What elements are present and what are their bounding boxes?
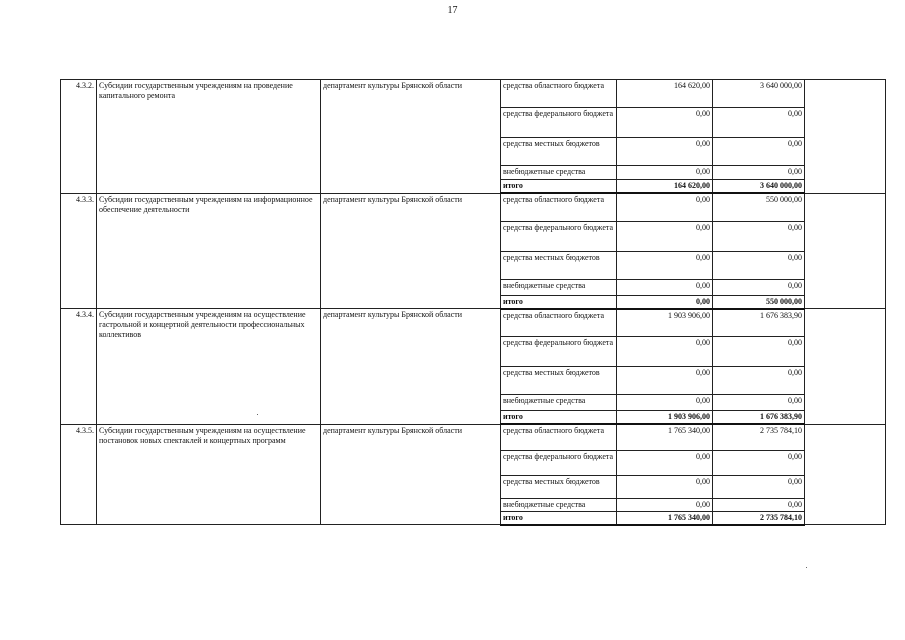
amount-value: 0,00 (713, 108, 805, 138)
amount-value: 0,00 (713, 251, 805, 279)
item-executor: департамент культуры Брянской области (321, 193, 501, 309)
page-number: 17 (447, 5, 458, 16)
amount-value: 3 640 000,00 (713, 80, 805, 108)
amount-value: 0,00 (713, 138, 805, 166)
item-title: Субсидии государственным учреждениям на осуществление гастрольной и концертной деятельности профессиональных коллективов (97, 309, 321, 425)
funding-source: средства местных бюджетов (501, 138, 617, 166)
scan-speck (257, 414, 258, 415)
funding-source: средства федерального бюджета (501, 450, 617, 475)
funding-source: итого (501, 511, 617, 525)
amount-value: 0,00 (617, 138, 713, 166)
amount-value: 1 903 906,00 (617, 411, 713, 425)
item-number: 4.3.2. (61, 80, 97, 194)
item-executor: департамент культуры Брянской области (321, 80, 501, 194)
funding-source: средства областного бюджета (501, 193, 617, 221)
amount-value: 0,00 (713, 475, 805, 498)
amount-value: 0,00 (713, 450, 805, 475)
item-executor: департамент культуры Брянской области (321, 309, 501, 425)
item-title: Субсидии государственным учреждениям на осуществление постановок новых спектаклей и концертных программ (97, 424, 321, 525)
empty-cell (805, 424, 886, 525)
funding-source: средства местных бюджетов (501, 367, 617, 395)
table-row (61, 193, 886, 221)
amount-value: 550 000,00 (713, 295, 805, 309)
funding-source: итого (501, 411, 617, 425)
amount-value: 164 620,00 (617, 80, 713, 108)
amount-value: 0,00 (713, 498, 805, 511)
empty-cell (805, 80, 886, 194)
amount-value: 0,00 (617, 337, 713, 367)
funding-source: средства местных бюджетов (501, 475, 617, 498)
amount-value: 0,00 (617, 193, 713, 221)
amount-value: 0,00 (713, 279, 805, 295)
table-row (61, 424, 886, 450)
amount-value: 0,00 (617, 251, 713, 279)
amount-value: 0,00 (617, 221, 713, 251)
amount-value: 0,00 (617, 395, 713, 411)
scan-speck (806, 567, 807, 568)
funding-source: средства областного бюджета (501, 80, 617, 108)
item-title: Субсидии государственным учреждениям на информационное обеспечение деятельности (97, 193, 321, 309)
item-executor: департамент культуры Брянской области (321, 424, 501, 525)
item-number: 4.3.5. (61, 424, 97, 525)
funding-source: итого (501, 295, 617, 309)
amount-value: 1 903 906,00 (617, 309, 713, 337)
item-number: 4.3.3. (61, 193, 97, 309)
amount-value: 1 676 383,90 (713, 309, 805, 337)
amount-value: 0,00 (617, 450, 713, 475)
table-row (61, 309, 886, 337)
amount-value: 164 620,00 (617, 180, 713, 194)
table-body (61, 80, 886, 525)
amount-value: 0,00 (617, 279, 713, 295)
amount-value: 550 000,00 (713, 193, 805, 221)
funding-source: внебюджетные средства (501, 395, 617, 411)
funding-source: внебюджетные средства (501, 279, 617, 295)
funding-source: внебюджетные средства (501, 166, 617, 180)
amount-value: 2 735 784,10 (713, 424, 805, 450)
funding-source: средства федерального бюджета (501, 221, 617, 251)
amount-value: 0,00 (617, 475, 713, 498)
amount-value: 0,00 (713, 367, 805, 395)
funding-source: средства областного бюджета (501, 309, 617, 337)
amount-value: 3 640 000,00 (713, 180, 805, 194)
amount-value: 2 735 784,10 (713, 511, 805, 525)
funding-source: средства федерального бюджета (501, 108, 617, 138)
amount-value: 0,00 (713, 221, 805, 251)
amount-value: 0,00 (617, 108, 713, 138)
funding-source: внебюджетные средства (501, 498, 617, 511)
funding-source: средства местных бюджетов (501, 251, 617, 279)
funding-source: итого (501, 180, 617, 194)
amount-value: 0,00 (713, 166, 805, 180)
amount-value: 0,00 (617, 295, 713, 309)
table-row (61, 80, 886, 108)
empty-cell (805, 193, 886, 309)
amount-value: 0,00 (617, 166, 713, 180)
amount-value: 0,00 (617, 498, 713, 511)
amount-value: 1 676 383,90 (713, 411, 805, 425)
amount-value: 0,00 (713, 395, 805, 411)
budget-table (60, 79, 886, 526)
amount-value: 0,00 (713, 337, 805, 367)
funding-source: средства областного бюджета (501, 424, 617, 450)
amount-value: 0,00 (617, 367, 713, 395)
item-title: Субсидии государственным учреждениям на проведение капитального ремонта (97, 80, 321, 194)
funding-source: средства федерального бюджета (501, 337, 617, 367)
item-number: 4.3.4. (61, 309, 97, 425)
amount-value: 1 765 340,00 (617, 511, 713, 525)
empty-cell (805, 309, 886, 425)
amount-value: 1 765 340,00 (617, 424, 713, 450)
